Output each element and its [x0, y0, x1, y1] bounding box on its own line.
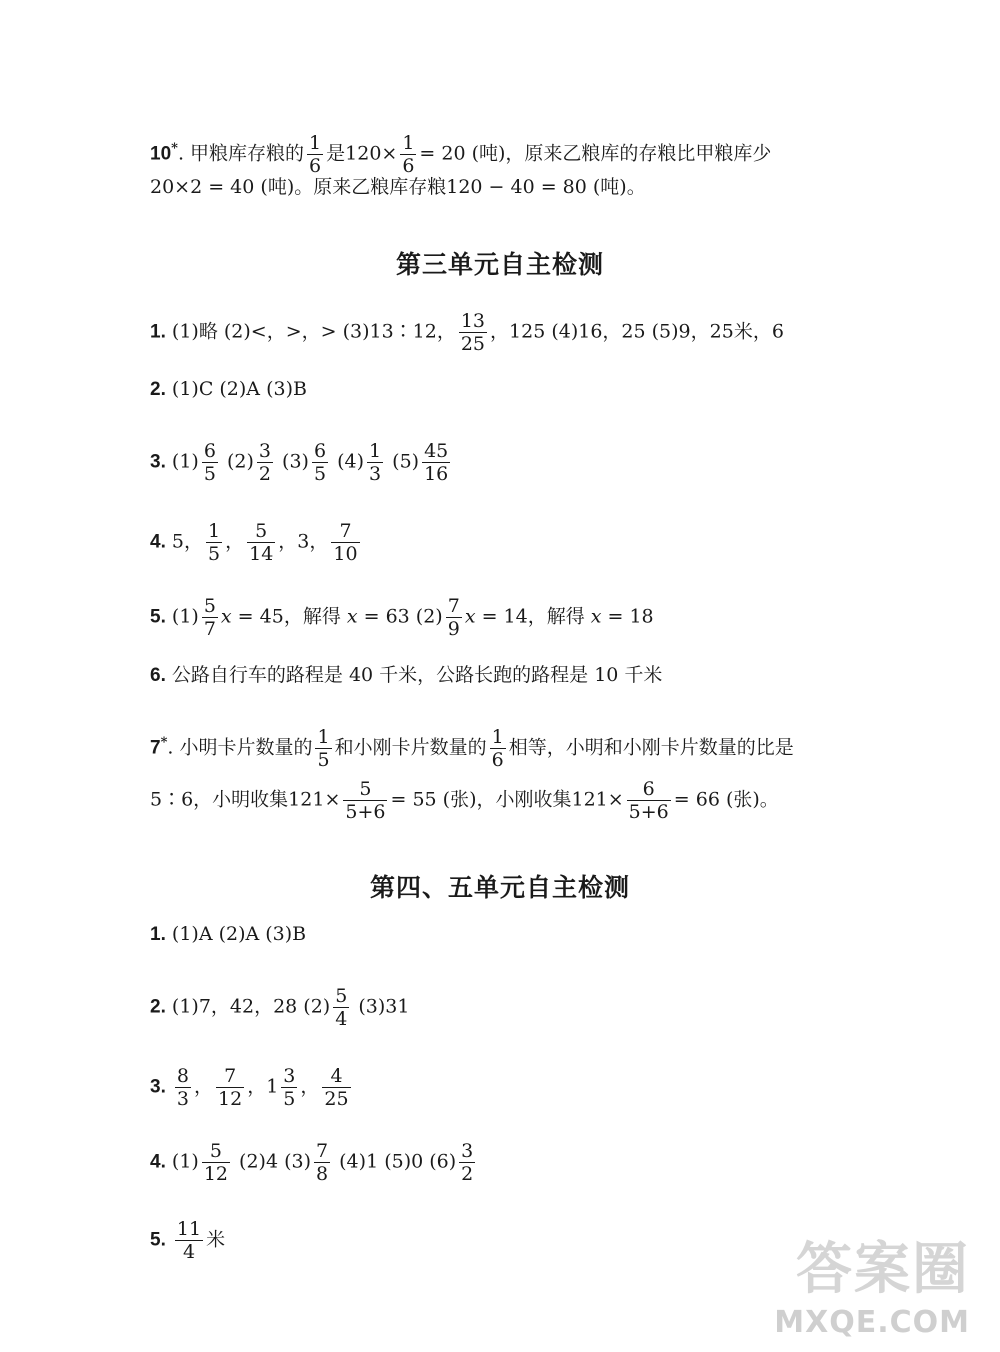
q10-line1	[150, 132, 771, 177]
watermark	[774, 1225, 970, 1340]
fraction: $\frac{11}{4}$	[176, 1218, 202, 1263]
watermark-url: MXQE.COM	[774, 1305, 970, 1340]
s3-answer-3: 3. (1) $\frac{6}{5}$ (2) $\frac{3}{2}$ (3) $\frac{6}{5}$ (4) $\frac{1}{3}$ (5) $\frac{45}{16}$	[150, 440, 449, 485]
s45-answer-4: 4. (1) $\frac{5}{12}$ (2)4 (3) $\frac{7}{8}$ (4)1 (5)0 (6) $\frac{3}{2}$	[150, 1140, 474, 1185]
fraction: $\frac{1}{5}$	[317, 726, 330, 771]
q10-text: . 甲粮库存粮的	[177, 142, 305, 165]
fraction: $\frac{5}{4}$	[335, 985, 348, 1030]
fraction: $\frac{7}{10}$	[333, 520, 358, 565]
fraction: $\frac{1}{5}$	[208, 520, 221, 565]
fraction: $\frac{7}{12}$	[218, 1065, 243, 1110]
s45-answer-5: 5. $\frac{11}{4}$ 米	[150, 1218, 226, 1263]
s3-answer-6: 6. 公路自行车的路程是 40 千米，公路长跑的路程是 10 千米	[150, 664, 663, 686]
q10-number: 10	[150, 143, 172, 165]
s3-answer-5: 5. (1) $\frac{5}{7}$ x = 45，解得 x = 63 (2) $\frac{7}{9}$ x = 14，解得 x = 18	[150, 595, 654, 640]
fraction: $\frac{5}{7}$	[203, 595, 216, 640]
s3-answer-7-line1: 7*. 小明卡片数量的 $\frac{1}{5}$ 和小刚卡片数量的 $\frac{1}{6}$ 相等，小明和小刚卡片数量的比是	[150, 726, 794, 771]
fraction: $\frac{6}{5}$	[313, 440, 327, 485]
q10-text: = 20 (吨)，原来乙粮库的存粮比甲粮库少	[419, 142, 772, 165]
fraction: $\frac{3}{5}$	[283, 1065, 296, 1110]
fraction: $\frac{1}{6}$	[491, 726, 504, 771]
fraction: $\frac{7}{9}$	[447, 595, 460, 640]
fraction: $\frac{6}{5}$	[203, 440, 216, 485]
fraction: $\frac{3}{2}$	[461, 1140, 474, 1185]
fraction: $\frac{8}{3}$	[176, 1065, 189, 1110]
s3-answer-4: 4. 5， $\frac{1}{5}$ ， $\frac{5}{14}$ ，3， $\frac{7}{10}$	[150, 520, 358, 565]
q10-line2: 20×2 = 40 (吨)。原来乙粮库存粮120 − 40 = 80 (吨)。	[150, 176, 646, 198]
s3-answer-7-line2: 5∶6，小明收集121× $\frac{5}{5+6}$ = 55 (张)，小刚收集121× $\frac{6}{5+6}$ = 66 (张)。	[150, 778, 779, 823]
s45-answer-2: 2. (1)7，42，28 (2) $\frac{5}{4}$ (3)31	[150, 985, 410, 1030]
fraction: $\frac{5}{5+6}$	[345, 778, 386, 823]
fraction: $\frac{6}{5+6}$	[628, 778, 669, 823]
fraction: $\frac{3}{2}$	[258, 440, 271, 485]
s45-answer-3: 3. $\frac{8}{3}$ ， $\frac{7}{12}$ ，1 $\frac{3}{5}$ ， $\frac{4}{25}$	[150, 1065, 349, 1110]
s3-answer-1: 1. (1)略 (2)<，>，> (3)13∶12， $\frac{13}{25}$ ，125 (4)16，25 (5)9，25米，6	[150, 310, 784, 355]
fraction: $\frac{1}{3}$	[369, 440, 382, 485]
q10-star: *	[171, 141, 178, 157]
fraction: $\frac{5}{14}$	[249, 520, 274, 565]
fraction: $\frac{5}{12}$	[203, 1140, 229, 1185]
fraction: $\frac{4}{25}$	[324, 1065, 349, 1110]
q10-text: 是120×	[326, 142, 398, 165]
section3-title: 第三单元自主检测	[395, 250, 604, 279]
fraction: $\frac{13}{25}$	[460, 310, 486, 355]
s3-answer-2: 2. (1)C (2)A (3)B	[150, 378, 307, 400]
fraction: $\frac{1}{6}$	[309, 132, 322, 177]
fraction: $\frac{7}{8}$	[316, 1140, 329, 1185]
fraction: $\frac{1}{6}$	[402, 132, 415, 177]
fraction: $\frac{45}{16}$	[424, 440, 449, 485]
s45-answer-1: 1. (1)A (2)A (3)B	[150, 923, 307, 945]
watermark-logo-text: 答案圈	[796, 1237, 970, 1302]
section45-title: 第四、五单元自主检测	[369, 873, 630, 902]
